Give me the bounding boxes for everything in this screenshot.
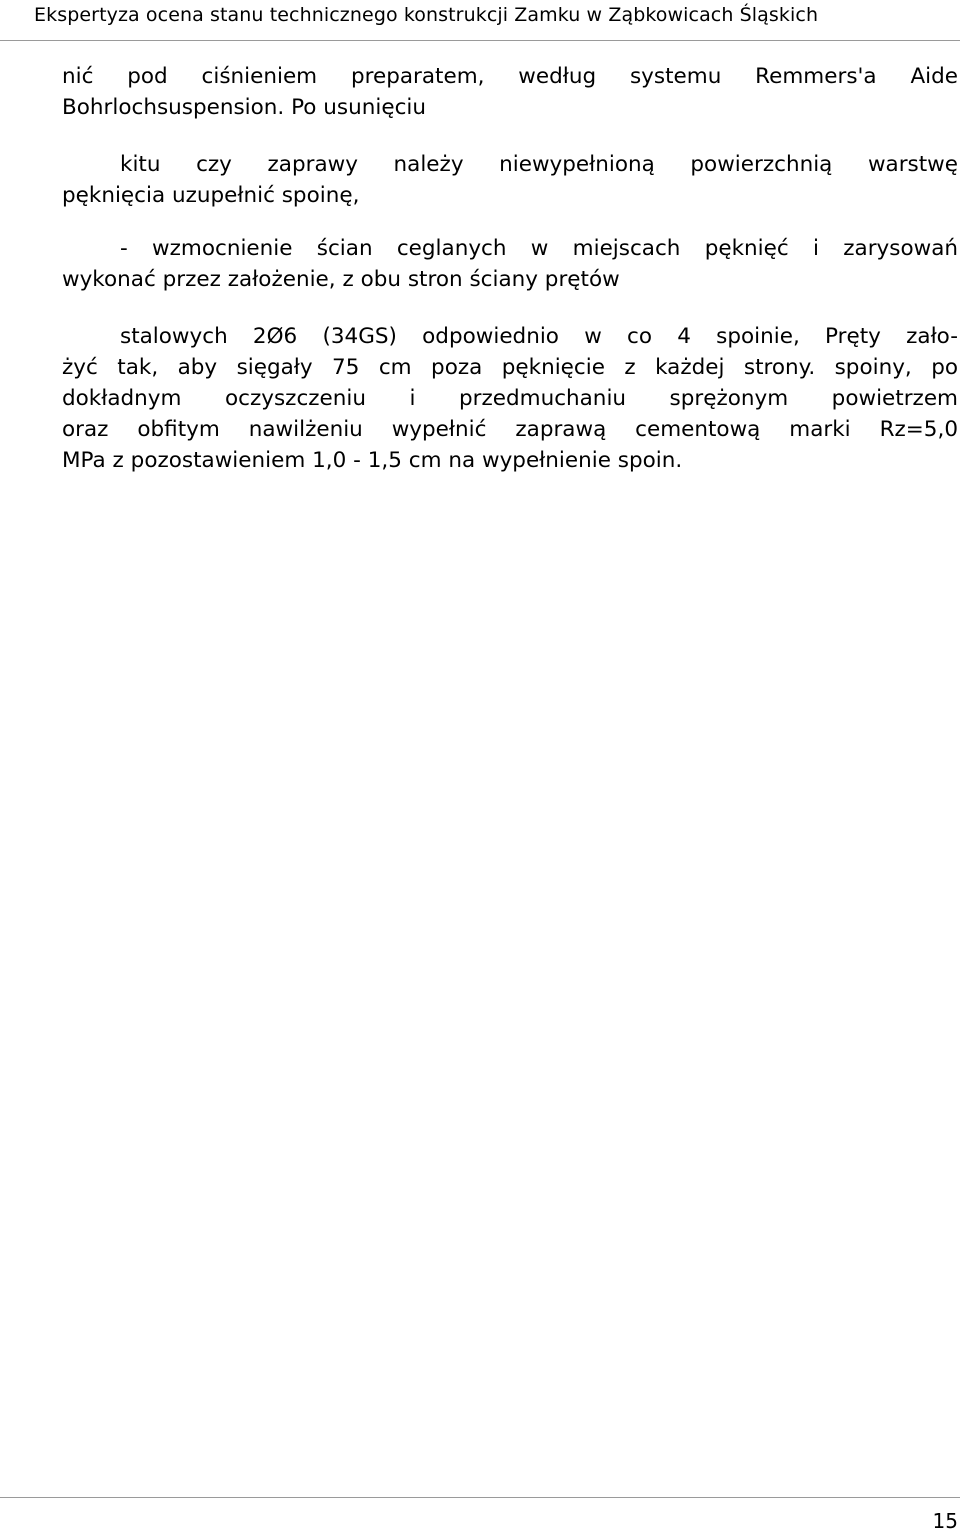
paragraph-3 — [62, 233, 958, 295]
paragraph-4-line-5: MPa z pozostawieniem 1,0 - 1,5 cm na wypełnienie spoin. — [62, 448, 683, 473]
paragraph-4-line-4: oraz obfitym nawilżeniu wypełnić zaprawą cementową marki Rz=5,0 — [62, 417, 958, 442]
paragraph-1-line-2: Bohrlochsuspension. Po usunięciu — [62, 95, 426, 120]
paragraph-2 — [62, 149, 958, 211]
paragraph-1-line-1: nić pod ciśnieniem preparatem, według systemu Remmers'a Aide — [62, 64, 958, 89]
paragraph-3-line-1: - wzmocnienie ścian ceglanych w miejscach pęknięć i zarysowań — [120, 236, 958, 261]
page-header-title: Ekspertyza ocena stanu technicznego konstrukcji Zamku w Ząbkowicach Śląskich — [34, 4, 819, 26]
header-divider — [0, 40, 960, 41]
paragraph-1 — [62, 61, 958, 123]
paragraph-4-line-1: stalowych 2Ø6 (34GS) odpowiednio w co 4 spoinie, Pręty zało- — [120, 324, 958, 349]
paragraph-2-line-2: pęknięcia uzupełnić spoinę, — [62, 183, 360, 208]
page-number: 15 — [932, 1509, 958, 1533]
paragraph-4-line-3: dokładnym oczyszczeniu i przedmuchaniu sprężonym powietrzem — [62, 386, 958, 411]
paragraph-4-line-2: żyć tak, aby sięgały 75 cm poza pęknięcie z każdej strony. spoiny, po — [62, 355, 958, 380]
paragraph-4 — [62, 321, 958, 476]
paragraph-2-line-1: kitu czy zaprawy należy niewypełnioną powierzchnią warstwę — [120, 152, 958, 177]
footer-divider — [0, 1497, 960, 1498]
paragraph-3-line-2: wykonać przez założenie, z obu stron ściany prętów — [62, 267, 620, 292]
